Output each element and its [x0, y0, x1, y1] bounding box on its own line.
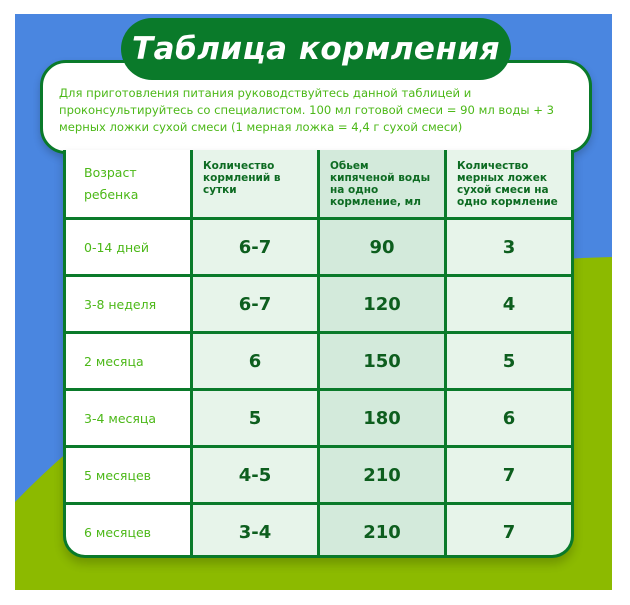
spoons-cell: 3 — [447, 220, 571, 274]
feeding-table — [63, 150, 574, 558]
feedings-cell: 6 — [193, 334, 317, 388]
spoons-cell: 4 — [447, 277, 571, 331]
water-cell: 150 — [320, 334, 444, 388]
water-cell: 120 — [320, 277, 444, 331]
header-spoons: Количество мерных ложек сухой смеси на одно кормление — [447, 150, 571, 217]
age-cell: 6 месяцев — [66, 505, 190, 558]
age-cell: 3-8 неделя — [66, 277, 190, 331]
page-title: Таблица кормления — [132, 31, 500, 67]
water-cell: 210 — [320, 505, 444, 558]
header-water: Обьем кипяченой воды на одно кормление, мл — [320, 150, 444, 217]
spoons-cell: 6 — [447, 391, 571, 445]
age-cell: 0-14 дней — [66, 220, 190, 274]
spoons-cell: 5 — [447, 334, 571, 388]
feedings-cell: 6-7 — [193, 220, 317, 274]
age-cell: 2 месяца — [66, 334, 190, 388]
water-cell: 90 — [320, 220, 444, 274]
title-banner — [121, 18, 511, 80]
feedings-cell: 5 — [193, 391, 317, 445]
feedings-cell: 3-4 — [193, 505, 317, 558]
header-age: Возраст ребенка — [66, 150, 190, 217]
water-cell: 180 — [320, 391, 444, 445]
spoons-cell: 7 — [447, 448, 571, 502]
header-feedings: Количество кормлений в сутки — [193, 150, 317, 217]
info-note: Для приготовления питания руководствуйтесь данной таблицей и проконсультируйтесь со специалистом. 100 мл готовой смеси = 90 мл воды + 3 мерных ложки сухой смеси (1 мерная ложка = 4,4 г сухой смеси) — [59, 86, 554, 134]
spoons-cell: 7 — [447, 505, 571, 558]
age-cell: 5 месяцев — [66, 448, 190, 502]
water-cell: 210 — [320, 448, 444, 502]
feedings-cell: 4-5 — [193, 448, 317, 502]
feedings-cell: 6-7 — [193, 277, 317, 331]
age-cell: 3-4 месяца — [66, 391, 190, 445]
